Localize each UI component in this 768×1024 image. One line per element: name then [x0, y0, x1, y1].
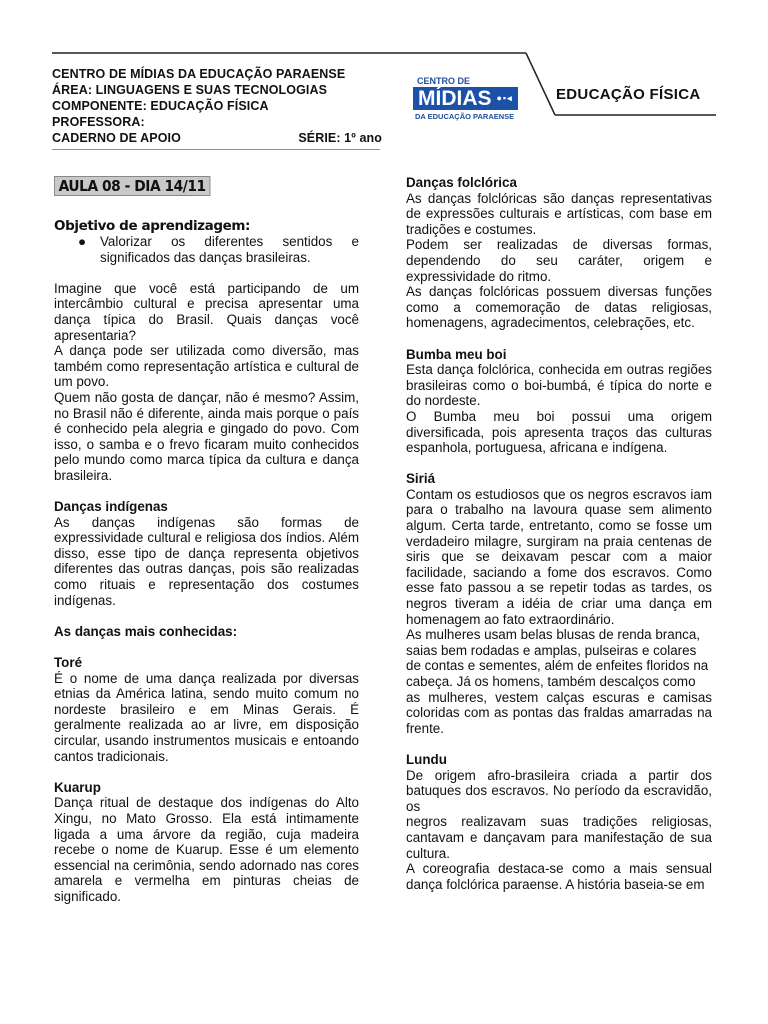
institution-name: CENTRO DE MÍDIAS DA EDUCAÇÃO PARAENSE [52, 67, 346, 81]
section-title-folk: Danças folclórica [406, 175, 517, 190]
bumba-text-1: Esta dança folclórica, conhecida em outras regiões brasileiras como o boi-bumbá, é típica do norte e do nordeste. [406, 362, 712, 409]
bumba-text-2: O Bumba meu boi possui uma origem diversificada, pois apresenta traços das culturas espanhola, portuguesa, africana e indígena. [406, 408, 712, 456]
intro-paragraph-1: Imagine que você está participando de um intercâmbio cultural e precisa apresentar uma dança típica do Brasil. Quais danças você apresentaria? [54, 280, 359, 343]
kuarup-text: Dança ritual de destaque dos indígenas do Alto Xingu, no Mato Grosso. Ela está intimamente ligada a uma árvore da região, cuja madeira recebe o nome de Kuarup. Esse é um elemento essencial na cerimônia, sendo adornado nas cores amarela e vermelha em pinturas cheias de significado. [54, 795, 359, 904]
section-title-kuarup: Kuarup [54, 779, 101, 795]
right-column [406, 175, 712, 892]
centro-de-midias-logo [413, 76, 531, 122]
tore-text: É o nome de uma dança realizada por diversas etnias da América latina, sendo muito comum no nordeste brasileiro e em Minas Gerais. É geralmente realizada ao ar livre, em disposição circular, usando instrumentos musicais e entoando cantos tradicionais. [54, 670, 359, 764]
notebook-row [52, 130, 382, 146]
section-title-lundu: Lundu [406, 751, 447, 767]
folk-text-3: As danças folclóricas possuem diversas funções como a comemoração de datas religiosas, homenagens, agradecimentos, celebrações, etc. [406, 284, 712, 331]
lundu-text-1: De origem afro-brasileira criada a partir dos batuques dos escravos. No período da escravidão, os [406, 767, 712, 814]
subject-title: EDUCAÇÃO FÍSICA [556, 86, 701, 103]
header-info [52, 66, 382, 146]
component-label: COMPONENTE: EDUCAÇÃO FÍSICA [52, 99, 269, 113]
lundu-text-3: A coreografia destaca-se como a mais sensual dança folclórica paraense. A história baseia-se em [406, 861, 712, 892]
objective-text: Valorizar os diferentes sentidos e significados das danças brasileiras. [100, 234, 359, 265]
logo-box [413, 87, 518, 110]
folk-text-2: Podem ser realizadas de diversas formas, dependendo do seu caráter, origem e expressividade do ritmo. [406, 237, 712, 284]
folk-text-1: As danças folclóricas são danças representativas de expressões culturais e artísticas, com base em tradições e costumes. [406, 190, 712, 237]
logo-top-text: CENTRO DE [417, 76, 471, 86]
area-label: ÁREA: LINGUAGENS E SUAS TECNOLOGIAS [52, 83, 328, 97]
logo-main-text: MÍDIAS [418, 87, 492, 110]
siria-text-1: Contam os estudiosos que os negros escravos iam para o trabalho na lavoura quase sem alimento algum. Certa tarde, entretanto, como se fosse um verdadeiro milagre, surgiram na praia centenas de siris que se deixavam pescar com a maior facilidade, saciando a fome dos escravos. Como esse fato passou a se repetir todas as tardes, os negros tiveram a idéia de criar uma dança em homenagem ao fato extraordinário. [406, 486, 712, 627]
logo-sub-text: DA EDUCAÇÃO PARAENSE [415, 112, 515, 121]
section-title-indigenous: Danças indígenas [54, 499, 168, 515]
section-title-known-dances: As danças mais conhecidas: [54, 623, 238, 639]
lesson-title: AULA 08 - DIA 14/11 [54, 176, 210, 196]
grade-label: SÉRIE: 1º ano [298, 131, 382, 145]
section-title-bumba: Bumba meu boi [406, 346, 507, 362]
indigenous-text: As danças indígenas são formas de expressividade cultural e religiosa dos índios. Além disso, esse tipo de dança representa objetivos diferentes das outras danças, pois são realizadas como rituais e representação dos costumes indígenas. [54, 514, 359, 608]
page-header [0, 0, 768, 150]
objective-title: Objetivo de aprendizagem: [54, 218, 251, 234]
section-title-tore: Toré [54, 655, 83, 671]
siria-text-2: As mulheres usam belas blusas de renda branca, saias bem rodadas e amplas, pulseiras e colares de contas e sementes, além de enfeites floridos na cabeça. Já os homens, também descalços como [406, 627, 709, 689]
left-column [54, 176, 359, 905]
intro-paragraph-2: A dança pode ser utilizada como diversão, mas também como representação artística e cultural de um povo. [54, 343, 359, 390]
teacher-label: PROFESSORA: [52, 115, 145, 129]
lundu-text-2: negros realizavam suas tradições religiosas, cantavam e dançavam para manifestação de sua cultura. [406, 814, 712, 861]
media-icons: ●▪◂ [496, 93, 513, 103]
notebook-label: CADERNO DE APOIO [52, 131, 181, 145]
section-title-siria: Siriá [406, 471, 436, 487]
intro-paragraph-3: Quem não gosta de dançar, não é mesmo? Assim, no Brasil não é diferente, ainda mais porque o país é conhecido pela alegria e gingado do povo. Com isso, o samba e o frevo ficaram muito conhecidos pelo mundo como marca típica da cultura e dança brasileira. [54, 389, 359, 483]
bullet-icon: ● [78, 234, 87, 249]
objective-item [78, 234, 359, 265]
siria-text-3: as mulheres, vestem calças escuras e camisas coloridas com as pontas das fraldas amarradas na frente. [406, 689, 712, 736]
